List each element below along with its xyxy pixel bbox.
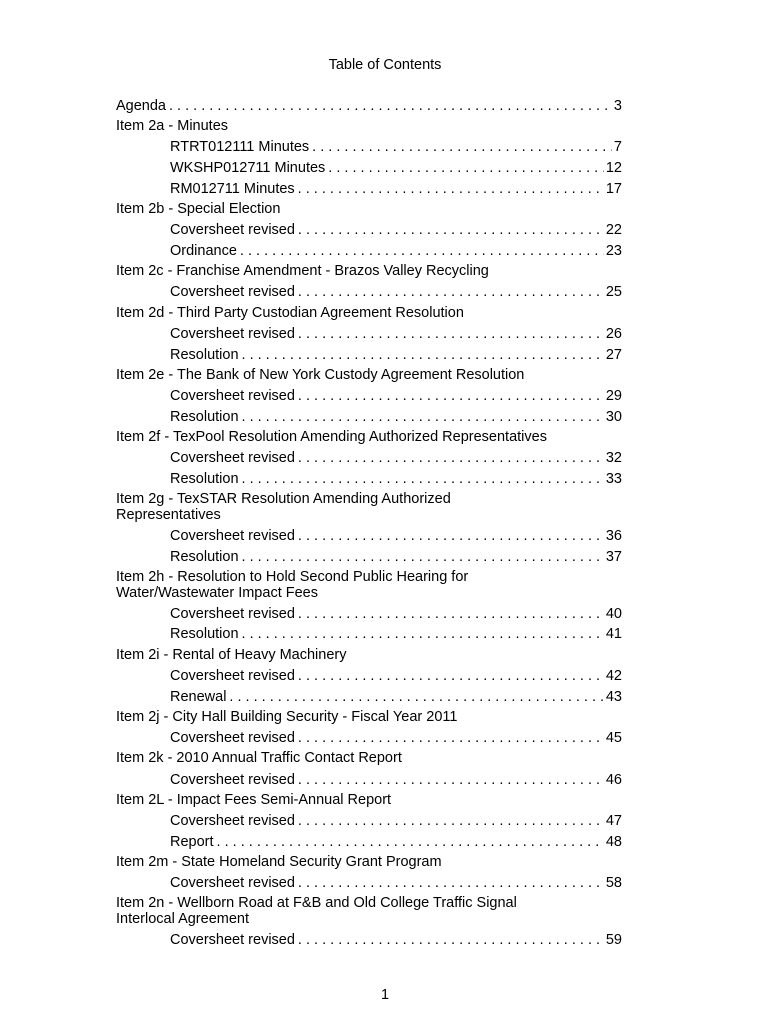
- toc-entry[interactable]: [116, 770, 622, 791]
- toc-entry-page-number: 45: [605, 730, 622, 747]
- toc-entry-page-number: 7: [613, 139, 622, 156]
- dot-leader: [240, 241, 604, 262]
- dot-leader: [242, 469, 604, 490]
- toc-entry[interactable]: [116, 386, 622, 407]
- toc-entry[interactable]: [116, 241, 622, 262]
- toc-entry-page-number: 30: [605, 408, 622, 425]
- dot-leader: [242, 624, 604, 645]
- toc-entry-page-number: 59: [605, 932, 622, 949]
- toc-entry-label: Coversheet revised: [170, 771, 295, 788]
- toc-entry[interactable]: [116, 448, 622, 469]
- dot-leader: [298, 282, 604, 303]
- toc-entry-label: Coversheet revised: [170, 284, 295, 301]
- toc-section-heading: [116, 427, 622, 448]
- toc-entry[interactable]: [116, 324, 622, 345]
- toc-entry-page-number: 29: [605, 388, 622, 405]
- toc-entry-label: Ordinance: [170, 243, 237, 259]
- toc-entry-page-number: 46: [605, 771, 622, 788]
- toc-entry-label: Item 2k - 2010 Annual Traffic Contact Report: [116, 750, 402, 767]
- toc-entry[interactable]: [116, 220, 622, 241]
- dot-leader: [298, 386, 604, 407]
- toc-section-heading: [116, 365, 622, 386]
- dot-leader: [298, 811, 604, 832]
- toc-entry-page-number: 42: [605, 667, 622, 684]
- toc-entry-label: Coversheet revised: [170, 932, 295, 949]
- toc-entry-label: Resolution: [170, 470, 239, 487]
- toc-entry-page-number: 41: [605, 626, 622, 643]
- dot-leader: [298, 526, 604, 547]
- dot-leader: [312, 137, 612, 158]
- toc-entry-label: Item 2d - Third Party Custodian Agreement Resolution: [116, 304, 464, 321]
- toc-entry[interactable]: [116, 811, 622, 832]
- toc-entry-label: Coversheet revised: [170, 813, 295, 829]
- dot-leader: [169, 96, 612, 117]
- toc-entry[interactable]: [116, 687, 622, 708]
- toc-entry-label: Coversheet revised: [170, 388, 295, 405]
- toc-entry-page-number: 48: [605, 833, 622, 850]
- toc-section-heading: [116, 852, 622, 873]
- toc-entry-label: Coversheet revised: [170, 450, 295, 467]
- toc-entry-label: RTRT012111 Minutes: [170, 139, 310, 156]
- toc-entry-label: Coversheet revised: [170, 875, 295, 892]
- toc-entry-page-number: 17: [605, 180, 622, 197]
- footer-page-number: 1: [380, 987, 390, 1003]
- toc-entry[interactable]: [116, 407, 622, 428]
- toc-entry[interactable]: [116, 96, 622, 117]
- page-title: Table of Contents: [328, 57, 442, 73]
- toc-entry-label: WKSHP012711 Minutes: [170, 160, 326, 177]
- toc-section-heading: [116, 894, 622, 930]
- dot-leader: [298, 728, 604, 749]
- toc-entry-label: Coversheet revised: [170, 667, 295, 684]
- dot-leader: [242, 345, 604, 366]
- toc-section-heading: [116, 490, 622, 526]
- dot-leader: [298, 220, 604, 241]
- toc-section-heading: [116, 567, 622, 603]
- toc-entry-label: Renewal: [170, 688, 227, 705]
- toc-entry-page-number: 43: [605, 688, 622, 705]
- toc-section-heading: [116, 262, 622, 283]
- dot-leader: [217, 832, 604, 853]
- toc-entry-page-number: 32: [605, 450, 622, 467]
- toc-entry[interactable]: [116, 282, 622, 303]
- toc-entry-label: Report: [170, 833, 214, 850]
- toc-entry[interactable]: [116, 179, 622, 200]
- toc-entry-label: Item 2m - State Homeland Security Grant Program: [116, 853, 442, 870]
- toc-entry-page-number: 22: [605, 222, 622, 239]
- toc-section-heading: [116, 303, 622, 324]
- dot-leader: [298, 448, 604, 469]
- toc-entry-label: Coversheet revised: [170, 605, 295, 622]
- dot-leader: [298, 179, 604, 200]
- dot-leader: [298, 666, 604, 687]
- toc-section-heading: [116, 117, 622, 138]
- toc-entry-page-number: 47: [605, 813, 622, 829]
- toc-entry[interactable]: [116, 604, 622, 625]
- toc-entry[interactable]: [116, 832, 622, 853]
- toc-entry-label: Resolution: [170, 626, 239, 643]
- toc-entry-label: Item 2j - City Hall Building Security - Fiscal Year 2011: [116, 708, 458, 725]
- toc-entry-label: Item 2L - Impact Fees Semi-Annual Report: [116, 791, 392, 808]
- toc-entry-label: Item 2n - Wellborn Road at F&B and Old College Traffic Signal Interlocal Agreement: [116, 895, 517, 928]
- toc-entry-page-number: 37: [605, 548, 622, 565]
- toc-section-heading: [116, 200, 622, 221]
- dot-leader: [298, 873, 604, 894]
- toc-entry[interactable]: [116, 158, 622, 179]
- toc-entry[interactable]: [116, 930, 622, 951]
- toc-entry[interactable]: [116, 624, 622, 645]
- toc-entry-page-number: 58: [605, 875, 622, 892]
- toc-entry-label: Resolution: [170, 548, 239, 565]
- toc-entry-label: Item 2i - Rental of Heavy Machinery: [116, 646, 347, 663]
- toc-entry-label: RM012711 Minutes: [170, 180, 295, 197]
- toc-entry-page-number: 26: [605, 325, 622, 342]
- toc-entry[interactable]: [116, 526, 622, 547]
- dot-leader: [242, 407, 604, 428]
- toc-entry-page-number: 40: [605, 605, 622, 622]
- toc-entry-label: Item 2b - Special Election: [116, 201, 281, 218]
- toc-entry-label: Coversheet revised: [170, 730, 295, 747]
- toc-entry[interactable]: [116, 873, 622, 894]
- toc-entry-page-number: 27: [605, 346, 622, 363]
- toc-section-heading: [116, 645, 622, 666]
- toc-entry-label: Item 2g - TexSTAR Resolution Amending Authorized Representatives: [116, 491, 451, 523]
- dot-leader: [298, 324, 604, 345]
- toc-entry[interactable]: [116, 345, 622, 366]
- toc-entry-label: Item 2e - The Bank of New York Custody Agreement Resolution: [116, 366, 525, 383]
- toc-section-heading: [116, 749, 622, 770]
- toc-entry-label: Item 2c - Franchise Amendment - Brazos Valley Recycling: [116, 263, 489, 280]
- toc-entry-page-number: 23: [605, 243, 622, 259]
- toc-entry-page-number: 36: [605, 528, 622, 544]
- toc-entry-label: Coversheet revised: [170, 325, 295, 342]
- toc-entry-label: Item 2f - TexPool Resolution Amending Authorized Representatives: [116, 429, 547, 446]
- dot-leader: [229, 687, 603, 708]
- toc-entry[interactable]: [116, 469, 622, 490]
- toc-entry-page-number: 3: [613, 98, 622, 114]
- table-of-contents: [116, 96, 622, 951]
- dot-leader: [242, 547, 604, 568]
- toc-entry-label: Item 2a - Minutes: [116, 118, 229, 135]
- dot-leader: [298, 770, 604, 791]
- toc-entry-page-number: 25: [605, 284, 622, 301]
- dot-leader: [298, 930, 604, 951]
- toc-entry-page-number: 12: [605, 160, 622, 177]
- toc-entry-label: Item 2h - Resolution to Hold Second Public Hearing for Water/Wastewater Impact Fees: [116, 568, 469, 601]
- dot-leader: [328, 158, 604, 179]
- toc-entry-label: Resolution: [170, 408, 239, 425]
- toc-section-heading: [116, 707, 622, 728]
- toc-entry-label: Coversheet revised: [170, 528, 295, 544]
- dot-leader: [298, 604, 604, 625]
- toc-section-heading: [116, 790, 622, 811]
- toc-entry[interactable]: [116, 728, 622, 749]
- toc-entry[interactable]: [116, 547, 622, 568]
- toc-entry-label: Resolution: [170, 346, 239, 363]
- toc-entry[interactable]: [116, 137, 622, 158]
- toc-entry-page-number: 33: [605, 470, 622, 487]
- toc-entry-label: Coversheet revised: [170, 222, 295, 239]
- toc-entry-label: Agenda: [116, 98, 166, 114]
- toc-entry[interactable]: [116, 666, 622, 687]
